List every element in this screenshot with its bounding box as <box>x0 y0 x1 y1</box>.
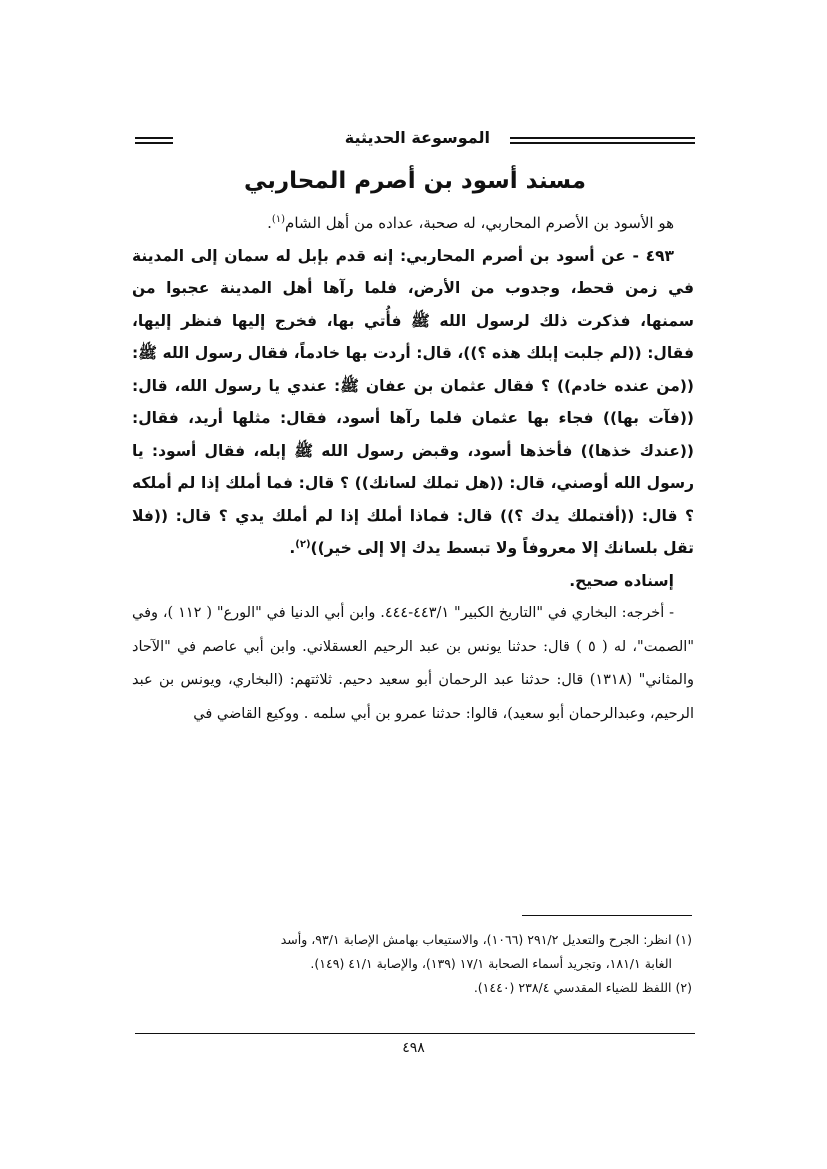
footnote-1-line-1: (١) انظر: الجرح والتعديل ٢٩١/٢ (١٠٦٦)، والاستيعاب بهامش الإصابة ٩٣/١، وأسد <box>280 932 692 947</box>
header-title: الموسوعة الحديثية <box>344 128 490 147</box>
narrator-intro <box>132 207 694 240</box>
takhrij-text: - أخرجه: البخاري في "التاريخ الكبير" ٤٤٣/١-٤٤٤. وابن أبي الدنيا في "الورع" ( ١١٢ )، وفي "الصمت"، له ( ٥ ) قال: حدثنا يونس بن عبد الرحيم العسقلاني. وابن أبي عاصم في "الآحاد والمثاني" (١٣١٨) قال: حدثنا عبد الرحمان أبو سعيد دحيم. ثلاثتهم: (البخاري، ويونس بن عبد الرحيم، وعبدالرحمان أبو سعيد)، قالوا: حدثنا عمرو بن أبي سلمه . ووكيع القاضي في <box>132 605 694 722</box>
intro-text: هو الأسود بن الأصرم المحاربي، له صحبة، عداده من أهل الشام <box>285 214 674 232</box>
footnote-1-line-2: الغابة ١٨١/١، وتجريد أسماء الصحابة ١٧/١ (١٣٩)، والإصابة ٤١/١ (١٤٩). <box>310 956 672 971</box>
footnote-2: (٢) اللفظ للضياء المقدسي ٢٣٨/٤ (١٤٤٠). <box>473 980 692 995</box>
header-rule-left <box>135 137 173 144</box>
footnotes <box>132 928 692 1000</box>
header-rule-right <box>510 137 695 144</box>
footnote-separator <box>522 915 692 916</box>
footer-rule <box>135 1033 695 1034</box>
hadith-end: . <box>289 539 296 557</box>
running-header <box>135 128 695 152</box>
page-number: ٤٩٨ <box>402 1040 425 1056</box>
intro-end: . <box>267 214 272 232</box>
isnad-grading: إسناده صحيح. <box>569 571 674 590</box>
section-title: مسند أسود بن أصرم المحاربي <box>244 168 586 194</box>
hadith-body: ٤٩٣ - عن أسود بن أصرم المحاربي: إنه قدم بإبل له سمان إلى المدينة في زمن قحط، وجدوب من الأرض، فلما رآها أهل المدينة عجبوا من سمنها، فذكرت ذلك لرسول الله ﷺ فأُتي بها، فخرج إليها فنظر إليها، فقال: ((لم جلبت إبلك هذه ؟))، قال: أردت بها خادماً، فقال رسول الله ﷺ: ((من عنده خادم)) ؟ فقال عثمان بن عفان ﷺ: عندي يا رسول الله، قال: ((فآت بها)) فجاء بها عثمان فلما رآها أسود، فقال: مثلها أريد، فقال: ((عندك خذها)) فأخذها أسود، وقبض رسول الله ﷺ إبله، فقال أسود: يا رسول الله أوصني، قال: ((هل تملك لسانك)) ؟ قال: فما أملك إذا لم أملكه ؟ قال: ((أفتملك يدك ؟)) قال: فماذا أملك إذا لم أملك يدي ؟ قال: ((فلا تقل بلسانك إلا معروفاً ولا تبسط يدك إلا إلى خير)) <box>132 246 694 557</box>
main-text <box>132 207 694 731</box>
footnote-ref-2[interactable]: (٢) <box>295 538 311 550</box>
footnote-ref-1[interactable]: (١) <box>271 214 286 225</box>
hadith-text <box>132 240 694 565</box>
